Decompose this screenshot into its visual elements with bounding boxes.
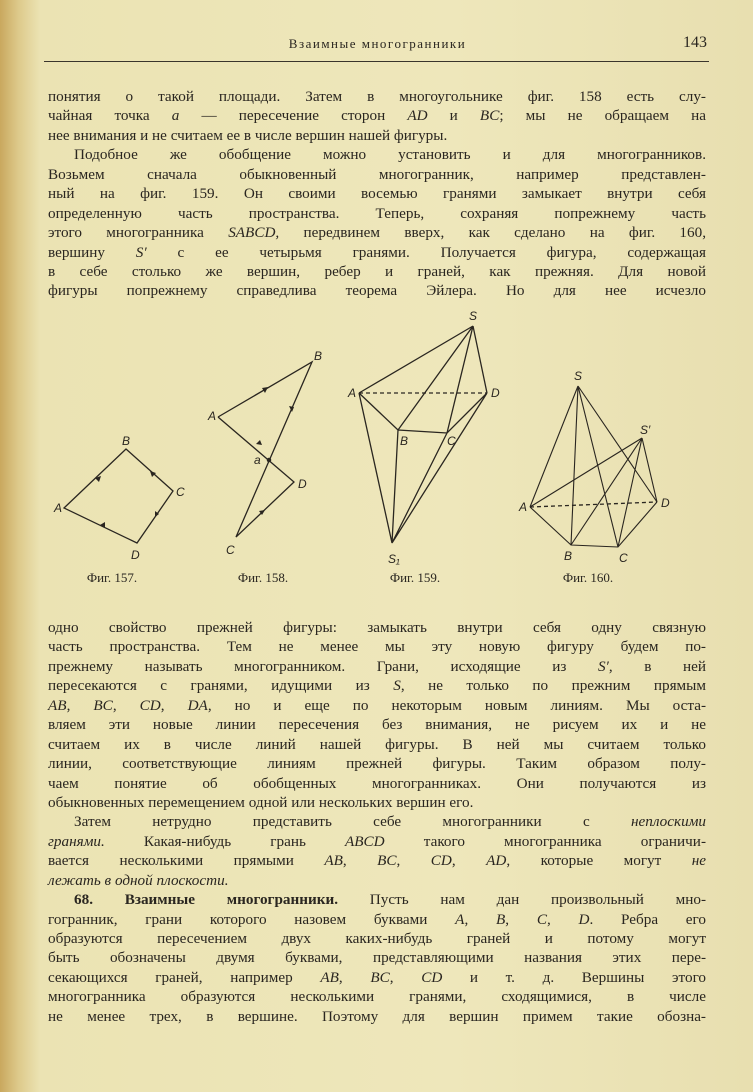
text-run: нее внимания и не считаем ее в числе вершин нашей фигуры. [48,126,448,144]
figure-158 [207,349,322,585]
text-run: не менее трех, в вершине. Поэтому для вершин примем такие обозна- [48,1007,706,1025]
text-run: , [389,968,422,986]
direction-arrows [95,471,159,528]
text-run: пересекаются с гранями, идущими из [48,677,394,695]
italic-run: DA [187,696,208,714]
italic-run: ABCD [345,832,385,850]
text-run: фигуры попрежнему справедлива теорема Эйлера. Но для нее исчезло [48,282,706,300]
text-run: , которые могут [506,852,692,870]
label-D: D [298,477,307,491]
label-B: B [122,434,131,448]
intersection-point [267,458,270,461]
text-run: , в ней [608,657,706,675]
italic-run: BC [370,968,390,986]
text-run: , [338,968,371,986]
text-line [48,204,706,223]
text-run: чайная точка [48,107,172,125]
label-A: A [54,501,63,515]
text-block-bottom [48,618,706,1026]
italic-run: CD [430,852,452,870]
text-line [48,1007,706,1026]
figure-160 [518,369,670,585]
label-C: C [176,485,185,499]
label-S-prime: S′ [640,423,651,437]
text-run: Подобное же обобщение можно установить и для многогранников. [74,146,706,164]
label-D: D [491,386,500,400]
text-line [48,832,706,851]
text-run: часть пространства. Тем не менее мы эту новую фигуру будем по- [48,638,706,656]
text-run: в себе столько же вершин, ребер и граней, как прежняя. Для новой [48,262,706,280]
text-line [48,676,706,695]
text-run: и [427,107,480,125]
text-line [48,715,706,734]
text-line [48,910,706,929]
caption-160: Фиг. 160. [562,570,614,585]
text-run: прежнему называть многогранником. Грани, исходящие из [48,657,598,675]
running-header [48,34,707,58]
text-line [48,618,706,637]
italic-run: BC [93,696,113,714]
italic-run: AB [324,852,343,870]
text-run: чаем понятие об обобщенных многогранниках. Они получаются из [48,774,706,792]
figures [0,300,753,600]
polyhedron-edges [530,386,657,547]
text-line [48,87,706,106]
text-run: , [505,910,537,928]
text-run: , [451,852,487,870]
italic-run: B [495,910,506,928]
italic-run: SABCD, [228,224,280,242]
text-line [48,968,706,987]
text-line [48,281,706,300]
italic-run: AB [320,968,339,986]
label-D: D [661,496,670,510]
text-run: , [112,696,140,714]
caption-158: Фиг. 158. [237,570,289,585]
text-run: , но и еще по некоторым новым линиям. Мы оста- [207,696,707,714]
italic-run: C [536,910,547,928]
italic-run: гранями. [48,832,105,850]
italic-run: S [393,677,401,695]
text-run: , [160,696,188,714]
text-line [48,243,706,262]
label-B: B [564,549,573,563]
caption-159: Фиг. 159. [389,570,441,585]
italic-run: S′ [135,243,147,261]
text-run: вляем эти новые линии пересечения без внимания, не рисуем их и не [48,716,706,734]
hidden-edge-ad [530,502,657,507]
text-run: многогранника образуются несколькими гранями, сходящимися, в числе [48,988,706,1006]
text-run: , [464,910,496,928]
running-title: Взаимные многогранники [288,36,467,51]
label-S: S [469,309,478,323]
text-run: Пусть нам дан произвольный мно- [338,891,706,909]
text-line [48,106,706,125]
text-run: ; мы не обращаем на [499,107,706,125]
label-A: A [519,500,528,514]
text-line [48,890,706,909]
page-number: 143 [683,34,707,51]
text-line [48,871,706,890]
text-run: линии, соответствующие линиям прежней фигуры. Таким образом полу- [48,755,706,773]
text-line [48,754,706,773]
italic-run: A [455,910,465,928]
italic-run: CD [139,696,161,714]
text-line [48,987,706,1006]
label-A: A [208,409,217,423]
text-run: быть обозначены двумя буквами, представляющими названия этих пере- [48,949,706,967]
text-run: Какая-нибудь грань [104,832,345,850]
text-line [48,851,706,870]
label-B: B [400,434,409,448]
italic-run: CD [421,968,443,986]
text-line [48,262,706,281]
label-S: S [574,369,583,383]
text-line [48,126,706,145]
text-run: с ее четырьмя гранями. Получается фигура, содержащая [146,243,707,261]
italic-run: S′ [597,657,609,675]
italic-run: AD [486,852,507,870]
label-A: A [348,386,357,400]
italic-run: не [691,852,706,870]
text-line [48,735,706,754]
section-heading: 68. Взаимные многогранники. [74,891,339,909]
italic-run: AB [48,696,67,714]
italic-run: BC [377,852,397,870]
text-run: обыкновенных перемещением одной или нескольких вершин его. [48,793,474,811]
text-run: Возьмем сначала обыкновенный многогранник, например представлен- [48,165,706,183]
caption-157: Фиг. 157. [86,570,138,585]
text-line [48,657,706,676]
text-run: секающихся граней, например [48,968,321,986]
text-run: понятия о такой площади. Затем в многоугольнике фиг. 158 есть слу- [48,88,706,105]
text-run: , [66,696,94,714]
text-run: ный на фиг. 159. Он своими восемью гранями замыкает внутри себя [48,185,706,203]
text-run: вается несколькими прямыми [48,852,325,870]
header-rule [44,61,709,62]
text-line [48,184,706,203]
text-run: , [396,852,431,870]
text-block-top [48,87,706,301]
text-run: и т. д. Вершины этого [442,968,707,986]
text-line [48,929,706,948]
polyhedron-edges [359,326,487,543]
text-line [48,696,706,715]
direction-arrows [256,387,294,515]
text-run: передвинем вверх, как сделано на фиг. 160, [279,224,706,242]
label-C: C [447,434,456,448]
text-run: образуются пересечением двух каких-нибудь граней и потому могут [48,930,706,947]
text-run: этого многогранника [48,224,229,242]
text-line [48,637,706,656]
text-run: , [546,910,579,928]
text-run: вершину [48,243,136,261]
italic-run: BC [479,107,500,125]
text-line [48,774,706,793]
text-line [48,145,706,164]
label-C: C [619,551,628,565]
italic-run: лежать в одной плоскости. [48,871,229,889]
text-line [48,223,706,242]
quadrilateral-abcd [64,449,173,543]
figure-159 [347,309,500,585]
text-run: гогранник, грани которого назовем буквами [48,910,456,928]
italic-run: неплоскими [631,813,706,831]
text-run: одно свойство прежней фигуры: замыкать внутри себя одну связную [48,619,706,636]
text-line [48,165,706,184]
italic-run: a [171,107,180,125]
label-C: C [226,543,235,557]
italic-run: AD [407,107,428,125]
label-B: B [314,349,323,363]
text-line [48,812,706,831]
text-run: определенную часть пространства. Теперь, сохраняя попрежнему часть [48,204,706,222]
text-run: , не только по прежним прямым [400,677,706,695]
figure-157 [53,434,185,585]
label-S1: S₁ [388,552,400,566]
text-line [48,793,706,812]
label-D: D [131,548,140,562]
text-line [48,948,706,967]
text-run: такого многогранника ограничи- [384,832,706,850]
text-run: . Ребра его [589,910,706,928]
text-run: Затем нетрудно представить себе многогранники с [74,813,631,831]
label-a: a [254,453,261,467]
text-run: , [342,852,378,870]
italic-run: D [578,910,590,928]
text-run: считаем их в числе линий нашей фигуры. В ней мы считаем только [48,735,706,753]
text-run: — пересечение сторон [179,107,408,125]
